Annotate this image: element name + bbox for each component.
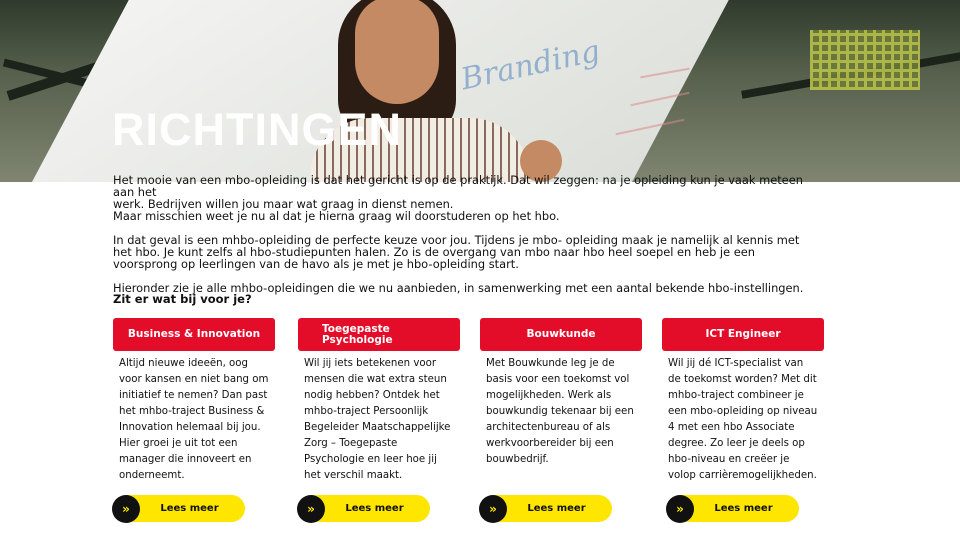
lees-meer-button[interactable] [298, 495, 430, 522]
intro-line: werk. Bedrijven willen jou maar wat graag in dienst nemen. [113, 197, 454, 211]
double-chevron-right-icon: » [479, 495, 507, 523]
course-card-title: Bouwkunde [480, 318, 642, 351]
course-card-text: Altijd nieuwe ideeën, oog voor kansen en niet bang om initiatief te nemen? Dan past het mhbo-traject Business & Innovation helemaal bij jou. Hier groei je uit tot een manager die innoveert en onderneemt. [119, 358, 269, 481]
intro-text [113, 174, 813, 306]
lees-meer-button[interactable] [667, 495, 799, 522]
intro-line: Maar misschien weet je nu al dat je hierna graag wil doorstuderen op het hbo. [113, 209, 560, 223]
double-chevron-right-icon: » [297, 495, 325, 523]
course-card-title: ICT Engineer [662, 318, 824, 351]
course-card-text: Wil jij dé ICT-specialist van de toekomst worden? Met dit mhbo-traject combineer je een mbo-opleiding op niveau 4 met een hbo Associate degree. Zo leer je deels op hbo-niveau en creëer je volop carrièremogelijkheden. [668, 358, 818, 481]
course-card-bouwkunde [480, 318, 642, 468]
section-question: Zit er wat bij voor je? [113, 292, 252, 306]
ceiling-grate [810, 30, 920, 90]
course-card-title: Toegepaste Psychologie [298, 318, 460, 351]
button-label: Lees meer [527, 503, 586, 514]
course-card-text: Met Bouwkunde leg je de basis voor een toekomst vol mogelijkheden. Werk als bouwkundig tekenaar bij een architectenbureau of als werkvoorbereider bij een bouwbedrijf. [486, 358, 634, 465]
intro-paragraph-3: Hieronder zie je alle mhbo-opleidingen die we nu aanbieden, in samenwerking met een aantal bekende hbo-instellingen. [113, 281, 804, 295]
page-title: RICHTINGEN [112, 104, 402, 155]
double-chevron-right-icon: » [112, 495, 140, 523]
course-card-ict-engineer [662, 318, 824, 484]
course-card-toegepaste-psychologie [298, 318, 460, 484]
intro-paragraph-1 [113, 174, 813, 222]
intro-line: Het mooie van een mbo-opleiding is dat het gericht is op de praktijk. Dat wil zeggen: na je opleiding kun je vaak meteen aan het [113, 173, 803, 199]
button-label: Lees meer [714, 503, 773, 514]
lees-meer-button[interactable] [113, 495, 245, 522]
course-card-text: Wil jij iets betekenen voor mensen die wat extra steun nodig hebben? Ontdek het mhbo-traject Persoonlijk Begeleider Maatschappelijke Zorg – Toegepaste Psychologie en leer hoe jij het verschil maakt. [304, 358, 451, 481]
lees-meer-button[interactable] [480, 495, 612, 522]
intro-paragraph-2: In dat geval is een mhbo-opleiding de perfecte keuze voor jou. Tijdens je mbo- opleiding maak je namelijk al kennis met het hbo. Je kunt zelfs al hbo-studiepunten halen. Zo is de overgang van mbo naar hbo heel soepel en heb je een voorsprong op leerlingen van de havo als je met je hbo-opleiding start. [113, 233, 800, 271]
whiteboard-text: Branding [457, 33, 604, 98]
course-card-business-innovation [113, 318, 275, 484]
button-label: Lees meer [160, 503, 219, 514]
double-chevron-right-icon: » [666, 495, 694, 523]
course-card-title: Business & Innovation [113, 318, 275, 351]
button-label: Lees meer [345, 503, 404, 514]
